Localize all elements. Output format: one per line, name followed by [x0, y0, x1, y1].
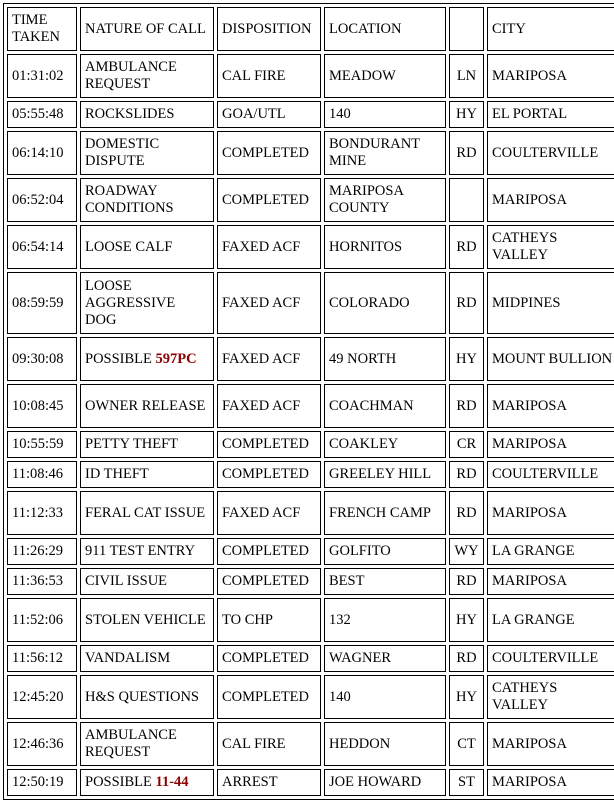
cell-location: BONDURANT MINE	[324, 131, 446, 175]
header-time-taken: TIME TAKEN	[7, 7, 77, 51]
cell-city: COULTERVILLE	[487, 461, 614, 488]
cell-city: MARIPOSA	[487, 491, 614, 535]
cell-city: CATHEYS VALLEY	[487, 675, 614, 719]
cell-city: MIDPINES	[487, 272, 614, 334]
table-row	[7, 769, 614, 796]
cell-street-type: WY	[449, 538, 484, 565]
cell-time-taken: 11:26:29	[7, 538, 77, 565]
cell-time-taken: 11:08:46	[7, 461, 77, 488]
cell-nature-of-call	[80, 645, 214, 672]
cell-time-taken: 01:31:02	[7, 54, 77, 98]
cell-city: EL PORTAL	[487, 101, 614, 128]
cell-location: WAGNER	[324, 645, 446, 672]
cell-disposition: COMPLETED	[217, 645, 321, 672]
cell-location: FRENCH CAMP	[324, 491, 446, 535]
cell-location: 140	[324, 675, 446, 719]
cell-time-taken: 10:55:59	[7, 431, 77, 458]
nature-text: CIVIL ISSUE	[85, 573, 168, 589]
cell-location: COLORADO	[324, 272, 446, 334]
cell-nature-of-call	[80, 225, 214, 269]
cell-nature-of-call	[80, 568, 214, 595]
cell-location: MARIPOSA COUNTY	[324, 178, 446, 222]
cell-time-taken: 06:54:14	[7, 225, 77, 269]
table-row	[7, 54, 614, 98]
table-row	[7, 337, 614, 381]
cell-city: MARIPOSA	[487, 54, 614, 98]
cell-nature-of-call	[80, 54, 214, 98]
cell-time-taken: 09:30:08	[7, 337, 77, 381]
nature-text: ROADWAY CONDITIONS	[85, 183, 174, 216]
cell-location: 132	[324, 598, 446, 642]
table-row	[7, 131, 614, 175]
cell-nature-of-call	[80, 491, 214, 535]
cell-time-taken: 11:36:53	[7, 568, 77, 595]
table-row	[7, 101, 614, 128]
nature-text: PETTY THEFT	[85, 436, 179, 452]
cell-location: HORNITOS	[324, 225, 446, 269]
call-log-table	[3, 3, 614, 800]
cell-time-taken: 12:50:19	[7, 769, 77, 796]
cell-location: GOLFITO	[324, 538, 446, 565]
table-row	[7, 272, 614, 334]
nature-text: ROCKSLIDES	[85, 106, 175, 122]
cell-location: 49 NORTH	[324, 337, 446, 381]
cell-city: MARIPOSA	[487, 384, 614, 428]
nature-text: FERAL CAT ISSUE	[85, 504, 206, 521]
cell-street-type: HY	[449, 675, 484, 719]
cell-disposition: CAL FIRE	[217, 722, 321, 766]
cell-street-type: RD	[449, 131, 484, 175]
table-row	[7, 491, 614, 535]
cell-disposition: FAXED ACF	[217, 384, 321, 428]
cell-city: MOUNT BULLION	[487, 337, 614, 381]
cell-city: MARIPOSA	[487, 178, 614, 222]
nature-text: LOOSE CALF	[85, 238, 173, 255]
cell-time-taken: 12:46:36	[7, 722, 77, 766]
cell-time-taken: 08:59:59	[7, 272, 77, 334]
table-row	[7, 538, 614, 565]
cell-disposition: GOA/UTL	[217, 101, 321, 128]
cell-time-taken: 11:12:33	[7, 491, 77, 535]
cell-nature-of-call	[80, 272, 214, 334]
cell-disposition: COMPLETED	[217, 131, 321, 175]
cell-city: LA GRANGE	[487, 598, 614, 642]
cell-location: MEADOW	[324, 54, 446, 98]
cell-nature-of-call	[80, 178, 214, 222]
cell-street-type: LN	[449, 54, 484, 98]
nature-text: POSSIBLE	[85, 774, 156, 790]
table-row	[7, 384, 614, 428]
nature-text: LOOSE AGGRESSIVE DOG	[85, 277, 176, 328]
cell-street-type: RD	[449, 461, 484, 488]
nature-text: DOMESTIC DISPUTE	[85, 136, 160, 169]
cell-nature-of-call	[80, 337, 214, 381]
penal-code-highlight: 597PC	[155, 350, 197, 367]
cell-time-taken: 11:52:06	[7, 598, 77, 642]
cell-disposition: FAXED ACF	[217, 491, 321, 535]
header-city: CITY	[487, 7, 614, 51]
nature-text: AMBULANCE REQUEST	[85, 59, 177, 92]
cell-street-type: RD	[449, 568, 484, 595]
nature-text: POSSIBLE	[85, 350, 156, 367]
cell-time-taken: 06:52:04	[7, 178, 77, 222]
nature-text: ID THEFT	[85, 466, 149, 482]
cell-nature-of-call	[80, 431, 214, 458]
header-location: LOCATION	[324, 7, 446, 51]
cell-city: COULTERVILLE	[487, 131, 614, 175]
table-row	[7, 568, 614, 595]
cell-disposition: COMPLETED	[217, 538, 321, 565]
cell-location: GREELEY HILL	[324, 461, 446, 488]
cell-city: CATHEYS VALLEY	[487, 225, 614, 269]
cell-disposition: COMPLETED	[217, 431, 321, 458]
header-street-type	[449, 7, 484, 51]
cell-nature-of-call	[80, 675, 214, 719]
header-row	[7, 7, 614, 51]
table-row	[7, 722, 614, 766]
cell-nature-of-call	[80, 461, 214, 488]
cell-nature-of-call	[80, 101, 214, 128]
cell-time-taken: 11:56:12	[7, 645, 77, 672]
nature-text: 911 TEST ENTRY	[85, 543, 196, 559]
cell-nature-of-call	[80, 598, 214, 642]
cell-street-type: HY	[449, 101, 484, 128]
table-row	[7, 178, 614, 222]
cell-disposition: CAL FIRE	[217, 54, 321, 98]
cell-city: COULTERVILLE	[487, 645, 614, 672]
cell-street-type: RD	[449, 491, 484, 535]
cell-location: COAKLEY	[324, 431, 446, 458]
nature-text: AMBULANCE REQUEST	[85, 727, 177, 760]
cell-nature-of-call	[80, 384, 214, 428]
cell-nature-of-call	[80, 131, 214, 175]
nature-text: VANDALISM	[85, 650, 171, 666]
table-row	[7, 675, 614, 719]
cell-disposition: COMPLETED	[217, 178, 321, 222]
header-nature-of-call: NATURE OF CALL	[80, 7, 214, 51]
cell-disposition: FAXED ACF	[217, 337, 321, 381]
cell-time-taken: 05:55:48	[7, 101, 77, 128]
cell-disposition: FAXED ACF	[217, 225, 321, 269]
cell-city: MARIPOSA	[487, 769, 614, 796]
cell-street-type: RD	[449, 384, 484, 428]
cell-nature-of-call	[80, 722, 214, 766]
cell-disposition: COMPLETED	[217, 461, 321, 488]
cell-time-taken: 10:08:45	[7, 384, 77, 428]
header-disposition: DISPOSITION	[217, 7, 321, 51]
cell-time-taken: 06:14:10	[7, 131, 77, 175]
cell-street-type: HY	[449, 337, 484, 381]
cell-nature-of-call	[80, 538, 214, 565]
cell-nature-of-call	[80, 769, 214, 796]
cell-street-type: ST	[449, 769, 484, 796]
cell-street-type	[449, 178, 484, 222]
cell-city: MARIPOSA	[487, 568, 614, 595]
cell-location: 140	[324, 101, 446, 128]
cell-location: COACHMAN	[324, 384, 446, 428]
cell-city: MARIPOSA	[487, 722, 614, 766]
cell-location: JOE HOWARD	[324, 769, 446, 796]
table-row	[7, 645, 614, 672]
cell-disposition: ARREST	[217, 769, 321, 796]
table-row	[7, 461, 614, 488]
cell-street-type: HY	[449, 598, 484, 642]
cell-city: MARIPOSA	[487, 431, 614, 458]
table-row	[7, 225, 614, 269]
cell-street-type: CT	[449, 722, 484, 766]
cell-street-type: RD	[449, 225, 484, 269]
cell-location: HEDDON	[324, 722, 446, 766]
cell-disposition: FAXED ACF	[217, 272, 321, 334]
call-log	[3, 3, 614, 800]
table-row	[7, 598, 614, 642]
cell-time-taken: 12:45:20	[7, 675, 77, 719]
table-row	[7, 431, 614, 458]
cell-street-type: RD	[449, 645, 484, 672]
nature-text: H&S QUESTIONS	[85, 688, 199, 705]
cell-location: BEST	[324, 568, 446, 595]
nature-text: OWNER RELEASE	[85, 397, 206, 414]
cell-street-type: CR	[449, 431, 484, 458]
cell-disposition: COMPLETED	[217, 568, 321, 595]
cell-city: LA GRANGE	[487, 538, 614, 565]
nature-text: STOLEN VEHICLE	[85, 611, 206, 628]
cell-street-type: RD	[449, 272, 484, 334]
penal-code-highlight: 11-44	[155, 774, 189, 790]
cell-disposition: COMPLETED	[217, 675, 321, 719]
cell-disposition: TO CHP	[217, 598, 321, 642]
